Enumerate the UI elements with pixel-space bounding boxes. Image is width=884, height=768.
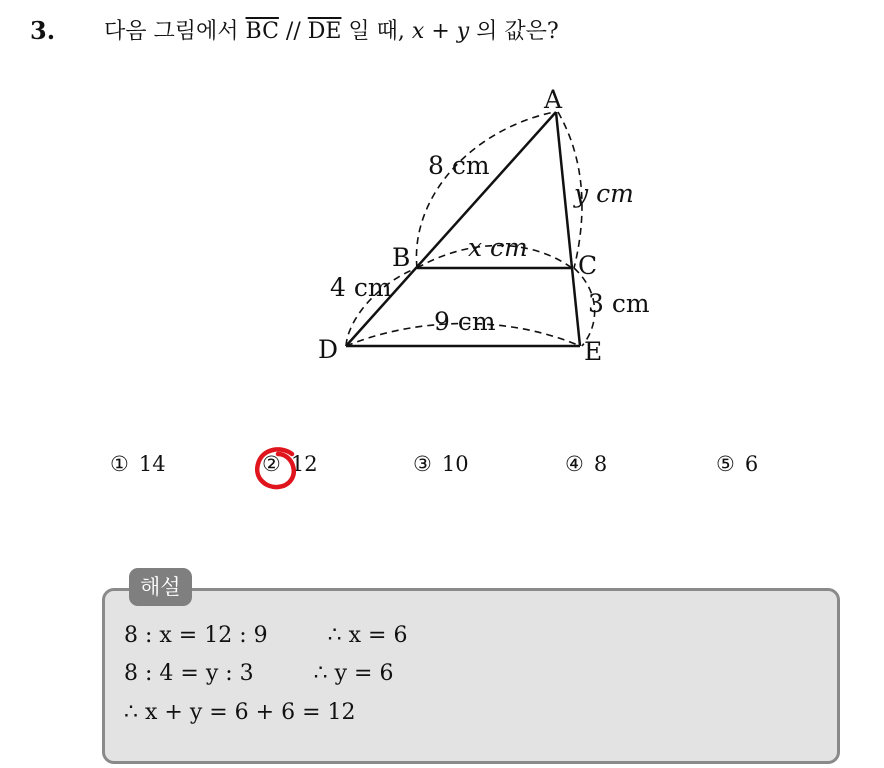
choice-3-mark: ③	[413, 452, 432, 476]
label-de: 9 cm	[434, 307, 496, 336]
solution-line-1	[124, 622, 407, 650]
choice-1-value: 14	[138, 452, 166, 476]
choice-4-mark: ④	[565, 452, 584, 476]
question-number: 3.	[30, 16, 56, 45]
choice-5-mark: ⑤	[716, 452, 735, 476]
label-bc: x cm	[468, 233, 528, 262]
vertex-c-label: C	[578, 251, 598, 280]
segment-de: $\overline{DE}$	[307, 19, 342, 44]
question-expression: x + y	[411, 19, 470, 44]
vertex-d-label: D	[318, 335, 339, 364]
label-bd: 4 cm	[330, 273, 392, 302]
choice-1[interactable]	[110, 452, 166, 476]
solution-line-1-result: ∴ x = 6	[327, 623, 408, 648]
label-ac: y cm	[574, 179, 634, 208]
solution-line-1-equation: 8 : x = 12 : 9	[124, 623, 268, 648]
triangle-figure	[300, 78, 660, 378]
choice-1-mark: ①	[110, 452, 129, 476]
parallel-symbol: //	[278, 19, 308, 44]
choice-4[interactable]	[565, 452, 607, 476]
solution-line-2-equation: 8 : 4 = y : 3	[124, 661, 254, 686]
answer-circle-stroke	[257, 449, 294, 487]
segment-bc: $\overline{BC}$	[245, 19, 279, 44]
choice-2-value: 12	[290, 452, 318, 476]
question-text	[104, 16, 559, 48]
question-suffix: 의 값은?	[469, 19, 559, 44]
solution-line-2-result: ∴ y = 6	[313, 661, 394, 686]
label-ce: 3 cm	[588, 289, 650, 318]
solution-tab: 해설	[129, 568, 192, 606]
label-ab: 8 cm	[428, 151, 490, 180]
solution-line-3: ∴ x + y = 6 + 6 = 12	[124, 700, 356, 725]
choice-5-value: 6	[744, 452, 759, 476]
choice-5[interactable]	[716, 452, 758, 476]
solution-line-2	[124, 660, 393, 688]
vertex-b-label: B	[392, 243, 411, 272]
choice-3-value: 10	[441, 452, 469, 476]
side-ae	[556, 112, 580, 346]
question-mid: 일 때,	[341, 19, 412, 44]
choice-3[interactable]	[413, 452, 469, 476]
choice-2-mark: ②	[262, 452, 281, 476]
answer-circle-mark	[252, 444, 300, 492]
vertex-e-label: E	[584, 337, 603, 366]
vertex-a-label: A	[544, 85, 563, 114]
question-prefix: 다음 그림에서	[104, 19, 246, 44]
choice-4-value: 8	[593, 452, 608, 476]
